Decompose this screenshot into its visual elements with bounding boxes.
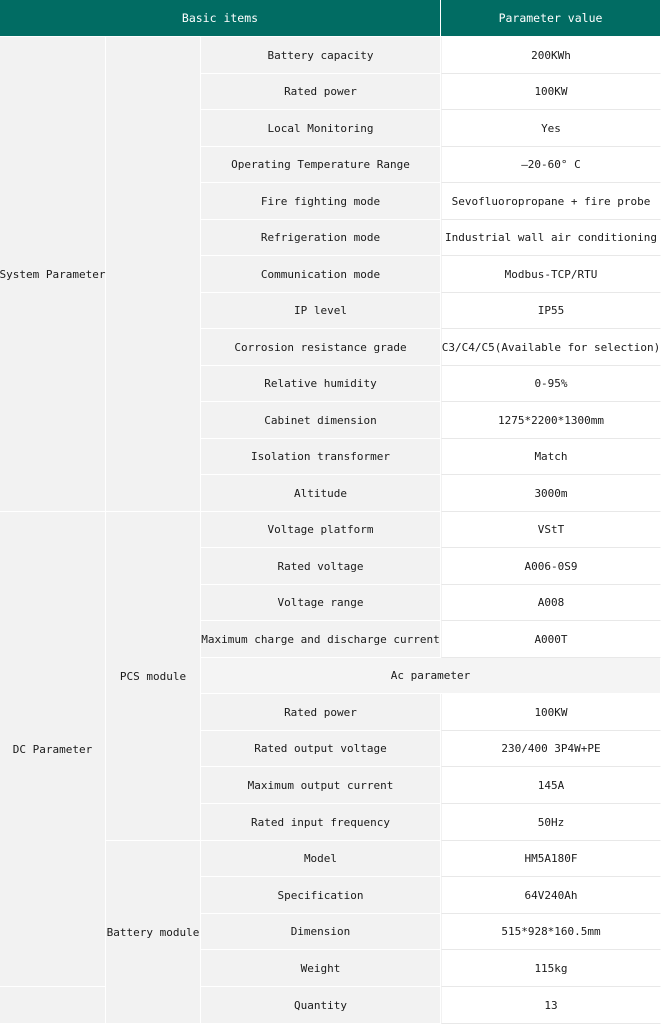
row-label: IP level	[201, 293, 441, 329]
ac-parameter-subheader: Ac parameter	[201, 658, 661, 694]
row-label: Operating Temperature Range	[201, 147, 441, 183]
row-label: Dimension	[201, 914, 441, 950]
row-value: Modbus-TCP/RTU	[441, 256, 661, 293]
row-label: Specification	[201, 877, 441, 914]
row-label: Rated output voltage	[201, 731, 441, 767]
row-label: Rated voltage	[201, 548, 441, 585]
row-label: Quantity	[201, 987, 441, 1024]
row-value: 13	[441, 987, 661, 1024]
group-dc-parameter: DC Parameter	[0, 512, 106, 987]
row-value: 100KW	[441, 74, 661, 110]
row-label: Fire fighting mode	[201, 183, 441, 220]
row-value: 0-95%	[441, 366, 661, 402]
header-parameter-value: Parameter value	[441, 0, 661, 37]
row-label: Rated power	[201, 694, 441, 731]
row-value: C3/C4/C5(Available for selection)	[441, 329, 661, 366]
row-label: Corrosion resistance grade	[201, 329, 441, 366]
header-basic-items: Basic items	[0, 0, 441, 37]
row-label: Relative humidity	[201, 366, 441, 402]
group-dc-trailing-blank	[0, 987, 106, 1024]
group-battery-module: Battery module	[106, 841, 201, 1024]
row-label: Weight	[201, 950, 441, 987]
group-system-blank	[106, 37, 201, 512]
row-value: VStT	[441, 512, 661, 548]
row-label: Cabinet dimension	[201, 402, 441, 439]
row-value: Yes	[441, 110, 661, 147]
row-value: 200KWh	[441, 37, 661, 74]
row-label: Rated power	[201, 74, 441, 110]
row-value: 230/400 3P4W+PE	[441, 731, 661, 767]
row-label: Local Monitoring	[201, 110, 441, 147]
row-value: 115kg	[441, 950, 661, 987]
row-value: IP55	[441, 293, 661, 329]
group-pcs-module: PCS module	[106, 512, 201, 841]
row-value: 1275*2200*1300mm	[441, 402, 661, 439]
row-label: Maximum charge and discharge current	[201, 621, 441, 658]
group-system-parameter: System Parameter	[0, 37, 106, 512]
row-value: 64V240Ah	[441, 877, 661, 914]
row-label: Maximum output current	[201, 767, 441, 804]
row-value: Match	[441, 439, 661, 475]
row-value: —20-60° C	[441, 147, 661, 183]
row-value: 515*928*160.5mm	[441, 914, 661, 950]
row-label: Voltage range	[201, 585, 441, 621]
row-label: Model	[201, 841, 441, 877]
row-value: A008	[441, 585, 661, 621]
row-value: 50Hz	[441, 804, 661, 841]
row-label: Isolation transformer	[201, 439, 441, 475]
row-value: Industrial wall air conditioning	[441, 220, 661, 256]
row-label: Voltage platform	[201, 512, 441, 548]
row-label: Altitude	[201, 475, 441, 512]
row-label: Refrigeration mode	[201, 220, 441, 256]
row-value: A006-0S9	[441, 548, 661, 585]
row-label: Communication mode	[201, 256, 441, 293]
row-value: 3000m	[441, 475, 661, 512]
row-label: Rated input frequency	[201, 804, 441, 841]
row-value: 100KW	[441, 694, 661, 731]
row-value: HM5A180F	[441, 841, 661, 877]
row-value: 145A	[441, 767, 661, 804]
row-label: Battery capacity	[201, 37, 441, 74]
row-value: A000T	[441, 621, 661, 658]
row-value: Sevofluoropropane + fire probe	[441, 183, 661, 220]
